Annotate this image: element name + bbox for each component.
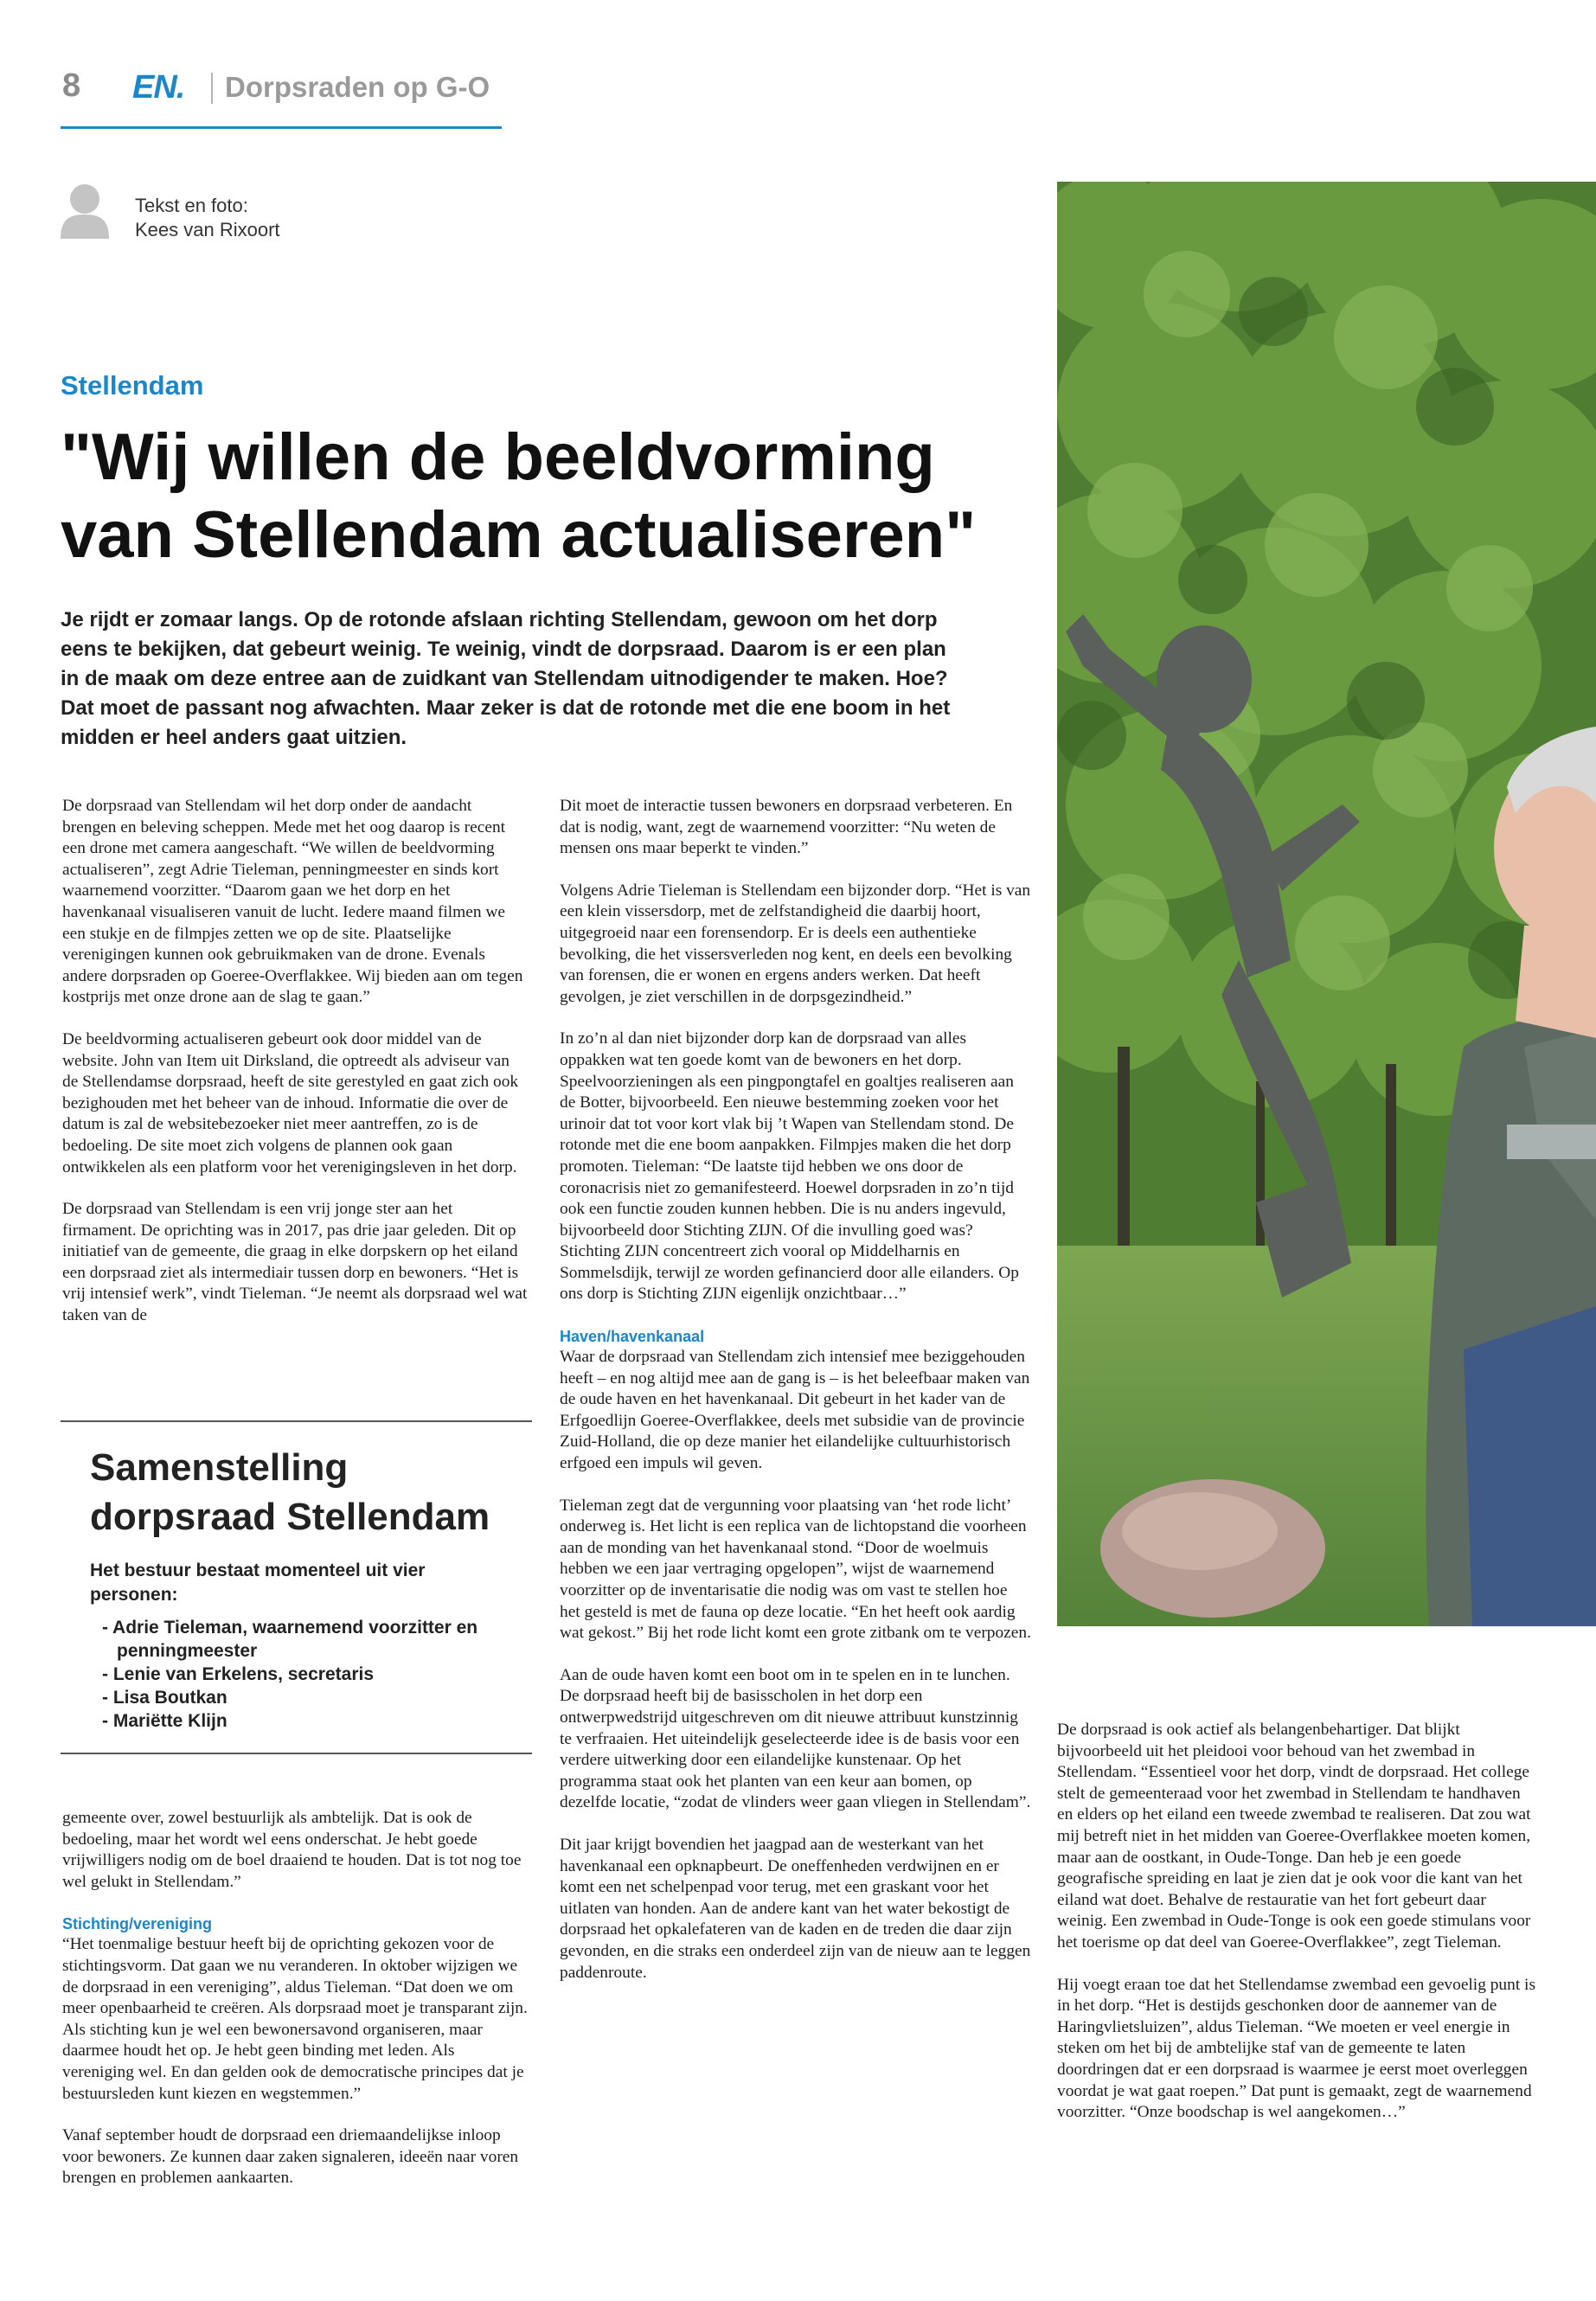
body-paragraph: Volgens Adrie Tieleman is Stellendam een bijzonder dorp. “Het is van een klein vissersdorp, met de zelfstandigheid die daarbij hoort, uitgegroeid naar een forensendorp. Er is deels een authentieke bevolking, die het vissersverleden nog kent, en deels een bevolking van forensen, die er wonen en ergens anders werken. Dat heeft gevolgen, je ziet verschillen in de dorpsgezindheid.” [560, 881, 1031, 1006]
header-divider [211, 73, 213, 104]
body-paragraph: De dorpsraad van Stellendam wil het dorp onder de aandacht brengen en beleving scheppen. Mede met het oog daarop is recent een drone met camera aangeschaft. “We willen de beeldvorming actualiseren”, zegt Adrie Tieleman, penningmeester en sinds kort waarnemend voorzitter. “Daarom gaan we het dorp en het havenkanaal visualiseren vanuit de lucht. Iedere maand filmen we een stukje en de filmpjes zetten we op de site. Plaatselijke verenigingen kunnen ook gebruikmaken van de drone. Evenals andere dorpsraden op Goeree-Overflakkee. Wij bieden aan om tegen kostprijs met onze drone aan de slag te gaan.” [62, 797, 523, 1007]
body-paragraph: Dit jaar krijgt bovendien het jaagpad aan de westerkant van het havenkanaal een opknapbeurt. De oneffenheden verdwijnen en er komt een net schelpenpad voor terug, met een graskant voor het uitlaten van honden. Aan de andere kant van het water bekostigt de dorpsraad het opkalefateren van de kaden en de treden die daar zijn gevonden, en die straks een onderdeel zijn van de nieuw aan te leggen paddenroute. [560, 1835, 1031, 1982]
article-kicker: Stellendam [61, 370, 204, 401]
body-paragraph: Aan de oude haven komt een boot om in te spelen en in te lunchen. De dorpsraad heeft bij de basisscholen in het dorp een ontwerpwedstrijd uitgeschreven om dit nieuwe attribuut kunstzinnig te verfraaien. Het uiteindelijk geselecteerde idee is de basis voor een verdere uitwerking door een eilandelijke kunstenaar. Op het programma staat ook het planten van een keur aan bomen, op dezelfde locatie, “zodat de vlinders weer gaan vliegen in Stellendam”. [560, 1665, 1031, 1812]
infobox-bottom-rule [61, 1753, 532, 1754]
body-paragraph: De dorpsraad van Stellendam is een vrij jonge ster aan het firmament. De oprichting was in 2017, pas drie jaar geleden. Dit op initiatief van de gemeente, die graag in elke dorpskern op het eiland een dorpsraad ziet als intermediair tussen dorp en bewoners. “Het is vrij intensief werk”, vindt Tieleman. “Je neemt als dorpsraad wel wat taken van de [62, 1200, 528, 1325]
body-column-1-continued [62, 1808, 529, 2210]
body-paragraph: Hij voegt eraan toe dat het Stellendamse zwembad een gevoelig punt is in het dorp. “Het is destijds geschonken door de aannemer van de Haringvlietsluizen”, aldus Tieleman. “We moeten er veel energie in steken om het bij de ambtelijke staf van de gemeente te laten doordringen dat er een dorpsraad is waarmee je eerst moet overleggen voordat je wat gaat roepen.” Dat punt is gemaakt, zegt de waarnemend voorzitter. “Onze boodschap is wel aangekomen…” [1057, 1975, 1535, 2122]
article-photo [1057, 182, 1596, 1626]
byline-author: Kees van Rixoort [135, 219, 280, 240]
body-column-3 [1057, 1720, 1537, 2144]
body-paragraph: Waar de dorpsraad van Stellendam zich intensief mee beziggehouden heeft – en nog altijd mee aan de gang is – is het beleefbaar maken van de oude haven en het havenkanaal. Dit gebeurt in het kader van de Erfgoedlijn Goeree-Overflakkee, deels met subsidie van de provincie Zuid-Holland, die op deze manier het eilandelijke cultuurhistorisch erfgoed een impuls wil geven. [560, 1348, 1030, 1473]
list-item: - Adrie Tieleman, waarnemend voorzitter en penningmeester [102, 1618, 478, 1661]
infobox-top-rule [61, 1420, 532, 1422]
list-item: - Mariëtte Klijn [102, 1711, 228, 1731]
body-paragraph: De dorpsraad is ook actief als belangenbehartiger. Dat blijkt bijvoorbeeld uit het pleidooi voor behoud van het zwembad in Stellendam. “Essentieel voor het dorp, vindt de dorpsraad. Het college stelt de gemeenteraad voor het zwembad in Stellendam te handhaven en elders op het eiland een tweede zwembad te realiseren. Dat zou wat mij betreft niet in het midden van Goeree-Overflakkee moeten komen, maar aan de oostkant, in Oude-Tonge. Dan heb je een goede geografische spreiding en laat je zien dat je ook voor die kant van het eiland wat doet. Behalve de restauratie van het fort gebeurt daar weinig. Een zwembad in Oude-Tonge is ook een goede stimulans voor het toerisme op dat deel van Goeree-Overflakkee”, zegt Tieleman. [1057, 1721, 1531, 1952]
body-paragraph: Tieleman zegt dat de vergunning voor plaatsing van ‘het rode licht’ onderweg is. Het licht is een replica van de lichtopstand die voorheen aan de monding van het havenkanaal stond. “Door de woelmuis hebben we een jaar vertraging opgelopen”, wijst de waarnemend voorzitter op de inventarisatie die nodig was om vast te stellen hoe het gesteld is met de fauna op deze locatie. “En het heeft ook aardig wat gekost.” Bij het rode licht komt een grote zitbank om te verpozen. [560, 1496, 1031, 1643]
body-paragraph: Dit moet de interactie tussen bewoners en dorpsraad verbeteren. En dat is nodig, want, zegt de waarnemend voorzitter: “Nu weten de mensen ons maar beperkt te vinden.” [560, 797, 1013, 858]
body-paragraph: In zo’n al dan niet bijzonder dorp kan de dorpsraad van alles oppakken wat ten goede komt van de bewoners en het dorp. Speelvoorzieningen als een pingpongtafel en goaltjes realiseren aan de Botter, bijvoorbeeld. Een nieuwe bestemming zoeken voor het urinoir dat tot voor kort vlak bij ’t Wapen van Stellendam stond. De rotonde met die ene boom aanpakken. Filmpjes maken die het dorp promoten. Tieleman: “De laatste tijd hebben we ons door de coronacrisis niet zo gemanifesteerd. Hoewel dorpsraden in zo’n tijd ook een functie zouden kunnen hebben. Die is nu anders ingevuld, bijvoorbeeld door Stichting ZIJN. Of die invulling goed was? Stichting ZIJN concentreert zich vooral op Middelharnis en Sommelsdijk, terwijl ze worden gefinancierd door alle eilanders. Op ons dorp is Stichting ZIJN eigenlijk onzichtbaar…” [560, 1029, 1019, 1304]
page-number: 8 [62, 67, 81, 104]
body-paragraph: De beeldvorming actualiseren gebeurt ook door middel van de website. John van Item uit Dirksland, die optreedt als adviseur van de Stellendamse dorpsraad, heeft de site gerestyled en gaat zich ook bezighouden met het beheer van de inhoud. Informatie die over de datum is zal de websitebezoeker niet meer aantreffen, zo is de bedoeling. De site moet zich volgens de plannen ook gaan ontwikkelen als een platform voor het verenigingsleven in het dorp. [62, 1029, 519, 1176]
body-paragraph: Vanaf september houdt de dorpsraad een driemaandelijkse inloop voor bewoners. Ze kunnen daar zaken signaleren, ideeën naar voren brengen en problemen aankaarten. [62, 2126, 519, 2188]
infobox-member-list [102, 1616, 517, 1733]
infobox-title: Samenstelling dorpsraad Stellendam [90, 1446, 490, 1538]
body-column-1 [62, 796, 529, 1348]
publication-logo: EN. [132, 69, 185, 106]
body-column-2 [560, 796, 1031, 2004]
list-item: - Lenie van Erkelens, secretaris [102, 1664, 375, 1684]
article-lead: Je rijdt er zomaar langs. Op de rotonde afslaan richting Stellendam, gewoon om het dorp eens te bekijken, dat gebeurt weinig. Te weinig, vindt de dorpsraad. Daarom is er een plan in de maak om deze entree aan de zuidkant van Stellendam uitnodigender te maken. Hoe? Dat moet de passant nog afwachten. Maar zeker is dat de rotonde met die ene boom in het midden er heel anders gaat uitzien. [61, 608, 951, 749]
list-item: - Lisa Boutkan [102, 1688, 228, 1708]
infobox-intro: Het bestuur bestaat momenteel uit vier personen: [90, 1561, 426, 1605]
section-name: Dorpsraden op G-O [225, 71, 490, 103]
body-paragraph: gemeente over, zowel bestuurlijk als ambtelijk. Dat is ook de bedoeling, maar het wordt wel eens onderschat. Je hebt goede vrijwilligers nodig om de boel draaiend te houden. Dat is tot nog toe wel gelukt in Stellendam.” [62, 1809, 522, 1891]
body-paragraph: “Het toenmalige bestuur heeft bij de oprichting gekozen voor de stichtingsvorm. Dat gaan we nu veranderen. In oktober wijzigen we de dorpsraad in een vereniging”, aldus Tieleman. “Dat doen we om meer openbaarheid te creëren. Als dorpsraad moet je transparant zijn. Als stichting kun je wel een bewonersavond organiseren, maar daarmee houdt het op. Je hebt geen binding met leden. Als vereniging wel. En dan gelden ook de democratische principes dat je bestuursleden kunt kiezen en wegstemmen.” [62, 1935, 528, 2103]
article-headline: "Wij willen de beeldvorming van Stellendam actualiseren" [61, 420, 977, 572]
header-rule [61, 126, 502, 129]
subheading: Stichting/vereniging [62, 1915, 213, 1933]
subheading: Haven/havenkanaal [560, 1328, 705, 1346]
byline [135, 194, 280, 242]
person-silhouette-icon [59, 182, 111, 239]
byline-label: Tekst en foto: [135, 195, 248, 216]
